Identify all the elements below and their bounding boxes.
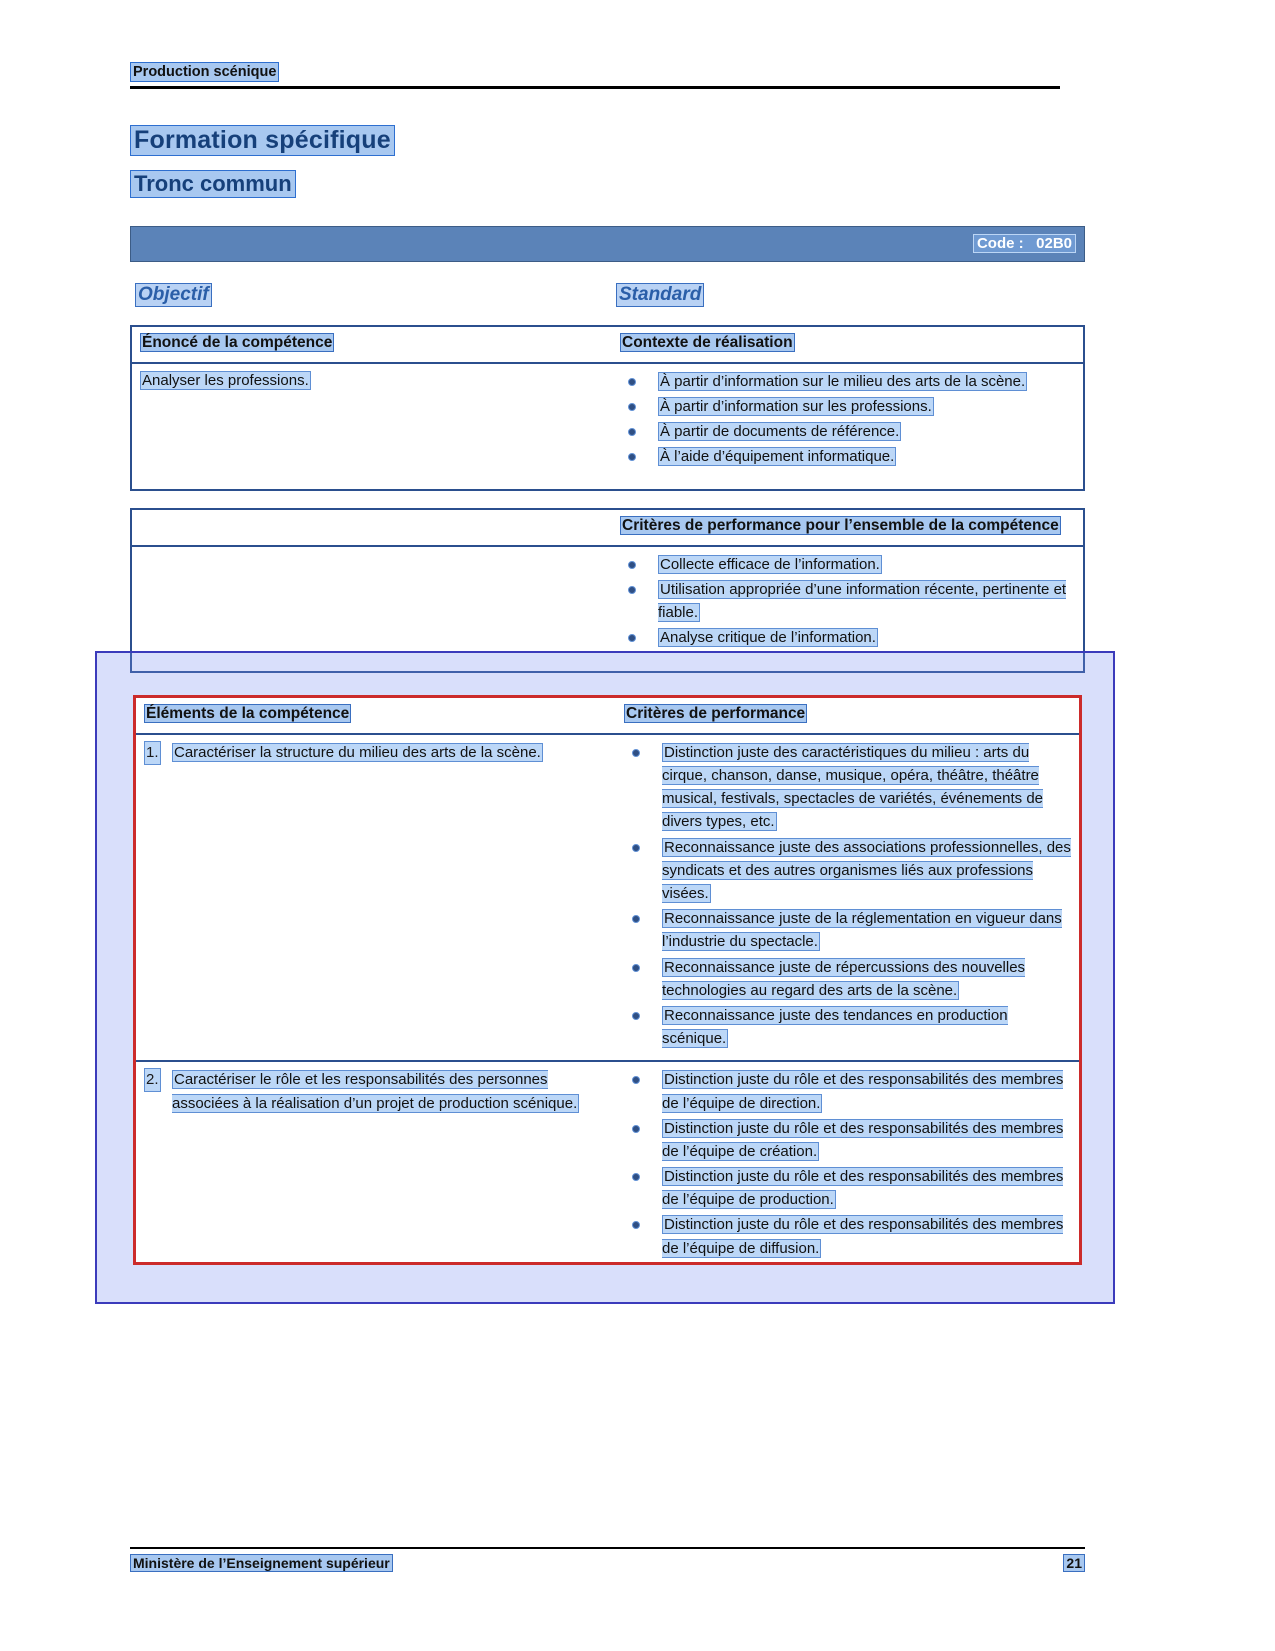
- header-cell-contexte: Contexte de réalisation: [622, 334, 793, 351]
- criteria-list-1: [624, 741, 1071, 1050]
- page-number: 21: [1063, 1554, 1085, 1572]
- header-cell-criteres: Critères de performance: [626, 705, 806, 722]
- footer-text: Ministère de l’Enseignement supérieur: [130, 1554, 393, 1572]
- header-cell-enonce: Énoncé de la compétence: [142, 334, 333, 351]
- overall-criteria-cell: [614, 547, 1083, 660]
- table-row: [132, 547, 1083, 660]
- criteria-cell-1: [618, 735, 1079, 1060]
- elements-criteria-table: [133, 695, 1082, 1265]
- running-head: Production scénique: [130, 62, 279, 82]
- table-header-row: [132, 327, 1083, 364]
- bullet-icon: [632, 749, 640, 757]
- header-divider: [130, 86, 1060, 89]
- code-value: Code : 02B0: [973, 234, 1076, 253]
- bullet-icon: [628, 586, 636, 594]
- list-item: Distinction juste du rôle et des responsabilités des membres de l’équipe de diffusion.: [624, 1213, 1071, 1259]
- label-objectif: Objectif: [135, 283, 212, 307]
- page-header: [130, 62, 1060, 89]
- footer-divider: [130, 1547, 1085, 1549]
- list-item: Reconnaissance juste de la réglementation en vigueur dans l’industrie du spectacle.: [624, 907, 1071, 953]
- bullet-icon: [628, 378, 636, 386]
- list-item: Distinction juste du rôle et des responsabilités des membres de l’équipe de production.: [624, 1165, 1071, 1211]
- bullet-icon: [632, 1125, 640, 1133]
- table-row: [136, 1062, 1079, 1270]
- bullet-icon: [632, 1012, 640, 1020]
- overall-criteria-list: [620, 553, 1075, 650]
- header-cell-elements: Éléments de la compétence: [146, 705, 350, 722]
- bullet-icon: [628, 561, 636, 569]
- element-number: 1.: [144, 741, 161, 765]
- table-row: [136, 735, 1079, 1062]
- table-header-row: [132, 510, 1083, 547]
- bullet-icon: [628, 634, 636, 642]
- page-title: Formation spécifique: [130, 125, 395, 156]
- element-cell-2: [136, 1062, 618, 1270]
- code-bar: [130, 226, 1085, 262]
- contexte-list: [620, 370, 1075, 469]
- bullet-icon: [632, 1076, 640, 1084]
- header-cell-criteres-ensemble: Critères de performance pour l’ensemble de la compétence: [622, 517, 1059, 534]
- competence-table: [130, 325, 1085, 491]
- criteria-list-2: [624, 1068, 1071, 1260]
- table-row: [132, 364, 1083, 479]
- list-item: À partir d’information sur les professions.: [620, 395, 1075, 418]
- element-entry: 1. Caractériser la structure du milieu des arts de la scène.: [144, 741, 610, 764]
- contexte-list-cell: [614, 364, 1083, 479]
- list-item: Reconnaissance juste des associations professionnelles, des syndicats et des autres organismes liés aux professions visées.: [624, 836, 1071, 906]
- criteria-cell-2: [618, 1062, 1079, 1270]
- element-entry: 2. Caractériser le rôle et les responsabilités des personnes associées à la réalisation d’un projet de production scénique.: [144, 1068, 610, 1114]
- list-item: Analyse critique de l’information.: [620, 626, 1075, 649]
- list-item: Reconnaissance juste des tendances en production scénique.: [624, 1004, 1071, 1050]
- element-cell-1: [136, 735, 618, 1060]
- overall-criteria-table: [130, 508, 1085, 673]
- list-item: Utilisation appropriée d’une information récente, pertinente et fiable.: [620, 578, 1075, 624]
- list-item: Distinction juste du rôle et des responsabilités des membres de l’équipe de direction.: [624, 1068, 1071, 1114]
- bullet-icon: [632, 1221, 640, 1229]
- list-item: Collecte efficace de l’information.: [620, 553, 1075, 576]
- bullet-icon: [628, 453, 636, 461]
- list-item: Distinction juste des caractéristiques du milieu : arts du cirque, chanson, danse, musique, opéra, théâtre, théâtre musical, festivals, spectacles de variétés, événements de divers types, etc.: [624, 741, 1071, 834]
- competence-statement-cell: Analyser les professions.: [142, 371, 309, 389]
- element-number: 2.: [144, 1068, 161, 1092]
- bullet-icon: [628, 403, 636, 411]
- bullet-icon: [632, 915, 640, 923]
- bullet-icon: [632, 844, 640, 852]
- empty-cell: [132, 547, 614, 660]
- page-subtitle: Tronc commun: [130, 170, 296, 198]
- label-standard: Standard: [616, 283, 704, 307]
- bullet-icon: [628, 428, 636, 436]
- header-cell-empty: [132, 510, 614, 545]
- list-item: À partir d’information sur le milieu des arts de la scène.: [620, 370, 1075, 393]
- list-item: Distinction juste du rôle et des responsabilités des membres de l’équipe de création.: [624, 1117, 1071, 1163]
- list-item: À partir de documents de référence.: [620, 420, 1075, 443]
- table-header-row: [136, 698, 1079, 735]
- list-item: À l’aide d’équipement informatique.: [620, 445, 1075, 468]
- list-item: Reconnaissance juste de répercussions des nouvelles technologies au regard des arts de la scène.: [624, 956, 1071, 1002]
- bullet-icon: [632, 964, 640, 972]
- bullet-icon: [632, 1173, 640, 1181]
